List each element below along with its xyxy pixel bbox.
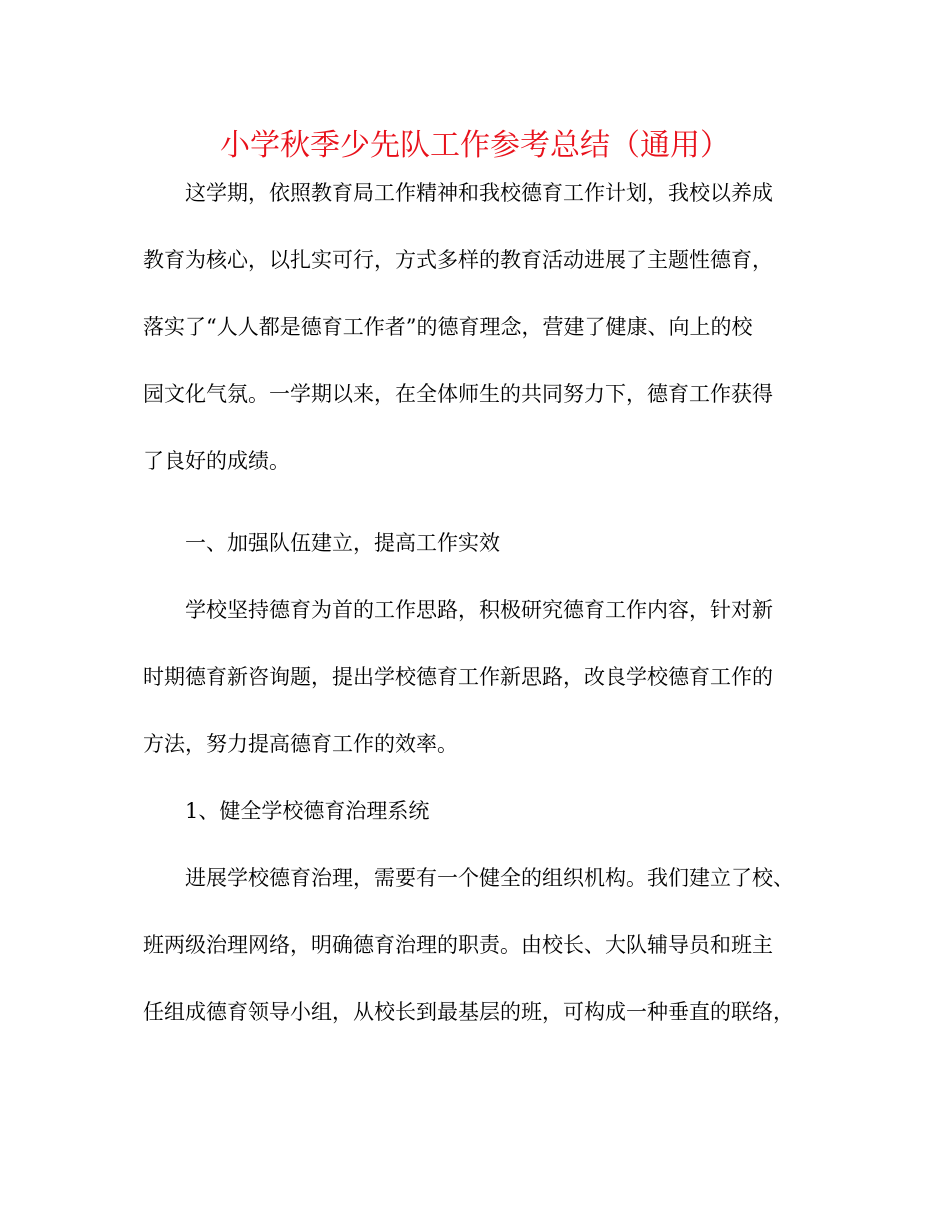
subsection-heading: 1、健全学校德育治理系统 <box>185 799 430 823</box>
paragraph-line: 方法，努力提高德育工作的效率。 <box>143 732 458 756</box>
paragraph-line: 时期德育新咨询题，提出学校德育工作新思路，改良学校德育工作的 <box>143 665 773 689</box>
section-heading: 一、加强队伍建立，提高工作实效 <box>185 531 500 555</box>
paragraph-line: 园文化气氛。一学期以来，在全体师生的共同努力下，德育工作获得 <box>143 382 773 406</box>
paragraph-line: 教育为核心，以扎实可行，方式多样的教育活动进展了主题性德育， <box>143 248 773 272</box>
paragraph-line: 了良好的成绩。 <box>143 449 290 473</box>
paragraph-line: 班两级治理网络，明确德育治理的职责。由校长、大队辅导员和班主 <box>143 933 773 957</box>
paragraph-line: 学校坚持德育为首的工作思路，积极研究德育工作内容，针对新 <box>185 598 773 622</box>
paragraph-line: 落实了“人人都是德育工作者”的德育理念，营建了健康、向上的校 <box>143 315 753 339</box>
paragraph-line: 进展学校德育治理，需要有一个健全的组织机构。我们建立了校、 <box>185 866 794 890</box>
paragraph-line: 任组成德育领导小组，从校长到最基层的班，可构成一种垂直的联络， <box>143 1000 794 1024</box>
paragraph-line: 这学期，依照教育局工作精神和我校德育工作计划，我校以养成 <box>185 181 773 205</box>
document-title: 小学秋季少先队工作参考总结（通用） <box>220 128 730 163</box>
